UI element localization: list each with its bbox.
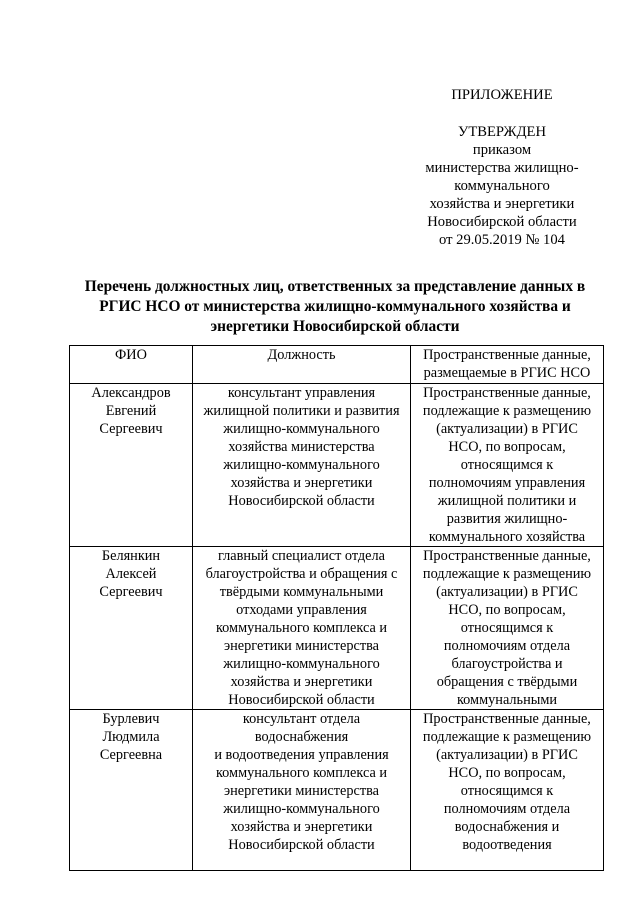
cell-line: хозяйства и энергетики [230, 475, 373, 491]
cell-line: (актуализации) в РГИС [436, 584, 578, 600]
cell-line: жилищно-коммунального [223, 457, 380, 473]
cell-line: консультант отдела [242, 711, 361, 727]
cell-line: обращения с твёрдыми [436, 674, 578, 690]
cell-line: жилищно-коммунального [223, 421, 380, 437]
cell-line: Новосибирской области [228, 692, 375, 708]
cell-line: консультант управления [227, 385, 376, 401]
cell-line: энергетики министерства [224, 783, 379, 799]
cell-line: Новосибирской области [228, 837, 375, 853]
cell-position [193, 547, 411, 710]
cell-line: Александров [91, 385, 171, 401]
table-row [70, 547, 604, 710]
cell-line: жилищной политики и развития [203, 403, 400, 419]
officials-table [69, 345, 604, 871]
cell-line: НСО, по вопросам, [448, 602, 566, 618]
cell-line: и водоотведения управления [214, 747, 389, 763]
cell-line: энергетики министерства [224, 638, 379, 654]
approval-line: коммунального [454, 178, 550, 194]
header-spatial-data: Пространственные данные, размещаемые в РГИС НСО [411, 346, 604, 384]
cell-line: коммунального комплекса и [215, 765, 388, 781]
cell-line: водоснабжения [254, 729, 349, 745]
cell-line: Пространственные данные, [423, 711, 591, 727]
approval-date: от 29.05.2019 № 104 [439, 232, 565, 248]
cell-line: Новосибирской области [228, 493, 375, 509]
cell-line: НСО, по вопросам, [448, 765, 566, 781]
cell-line: полномочиям отдела [443, 638, 571, 654]
approval-line: приказом [472, 142, 532, 158]
cell-line: жилищной политики и [437, 493, 577, 509]
cell-fio [70, 384, 193, 547]
cell-position [193, 384, 411, 547]
header-fio: ФИО [70, 346, 193, 384]
cell-line: Пространственные данные, [423, 385, 591, 401]
cell-line: (актуализации) в РГИС [436, 747, 578, 763]
cell-line: НСО, по вопросам, [448, 439, 566, 455]
cell-line: твёрдыми коммунальными [219, 584, 384, 600]
title-line: РГИС НСО от министерства жилищно-коммунального хозяйства и [99, 298, 571, 315]
cell-spatial [411, 710, 604, 871]
cell-line: Алексей [105, 566, 157, 582]
cell-line: Сергеевна [99, 747, 163, 763]
cell-line: главный специалист отдела [217, 548, 386, 564]
appendix-label: ПРИЛОЖЕНИЕ [451, 87, 553, 103]
cell-spatial [411, 384, 604, 547]
cell-line: жилищно-коммунального [223, 801, 380, 817]
cell-spatial [411, 547, 604, 710]
cell-line: относящимся к [460, 620, 554, 636]
cell-line: полномочиям управления [428, 475, 586, 491]
cell-line: Бурлевич [102, 711, 160, 727]
cell-line: жилищно-коммунального [223, 656, 380, 672]
cell-line: Пространственные данные, [423, 548, 591, 564]
cell-line: относящимся к [460, 783, 554, 799]
cell-line: водоотведения [462, 837, 552, 853]
cell-fio [70, 547, 193, 710]
cell-line: благоустройства и обращения с [205, 566, 398, 582]
cell-line: полномочиям отдела [443, 801, 571, 817]
cell-line: (актуализации) в РГИС [436, 421, 578, 437]
cell-line: коммунального хозяйства [428, 529, 586, 545]
cell-position [193, 710, 411, 871]
cell-line: благоустройства и [451, 656, 563, 672]
approval-line: хозяйства и энергетики [429, 196, 575, 212]
cell-line: подлежащие к размещению [422, 729, 592, 745]
cell-fio [70, 710, 193, 871]
cell-line: Евгений [105, 403, 157, 419]
cell-line: хозяйства и энергетики [230, 819, 373, 835]
header-position: Должность [193, 346, 411, 384]
cell-line: подлежащие к размещению [422, 566, 592, 582]
approved-label: УТВЕРЖДЕН [458, 124, 546, 140]
cell-line: отходами управления [236, 602, 367, 618]
cell-line: коммунального комплекса и [215, 620, 388, 636]
table-row [70, 710, 604, 871]
cell-line: подлежащие к размещению [422, 403, 592, 419]
title-line: Перечень должностных лиц, ответственных за представление данных в [84, 278, 586, 295]
cell-line: водоснабжения и [454, 819, 560, 835]
approval-line: министерства жилищно- [425, 160, 579, 176]
cell-line: Сергеевич [99, 584, 163, 600]
approval-line: Новосибирской области [427, 214, 577, 230]
approval-block [404, 86, 600, 249]
cell-line: хозяйства министерства [228, 439, 375, 455]
table-row [70, 384, 604, 547]
document-title [80, 277, 590, 337]
cell-line: относящимся к [460, 457, 554, 473]
cell-line: хозяйства и энергетики [230, 674, 373, 690]
cell-line: Белянкин [101, 548, 161, 564]
cell-line: развития жилищно- [446, 511, 568, 527]
table-header-row [70, 346, 604, 384]
cell-line: коммунальными [456, 692, 558, 708]
cell-line: Людмила [102, 729, 160, 745]
cell-line: Сергеевич [99, 421, 163, 437]
title-line: энергетики Новосибирской области [210, 318, 460, 335]
